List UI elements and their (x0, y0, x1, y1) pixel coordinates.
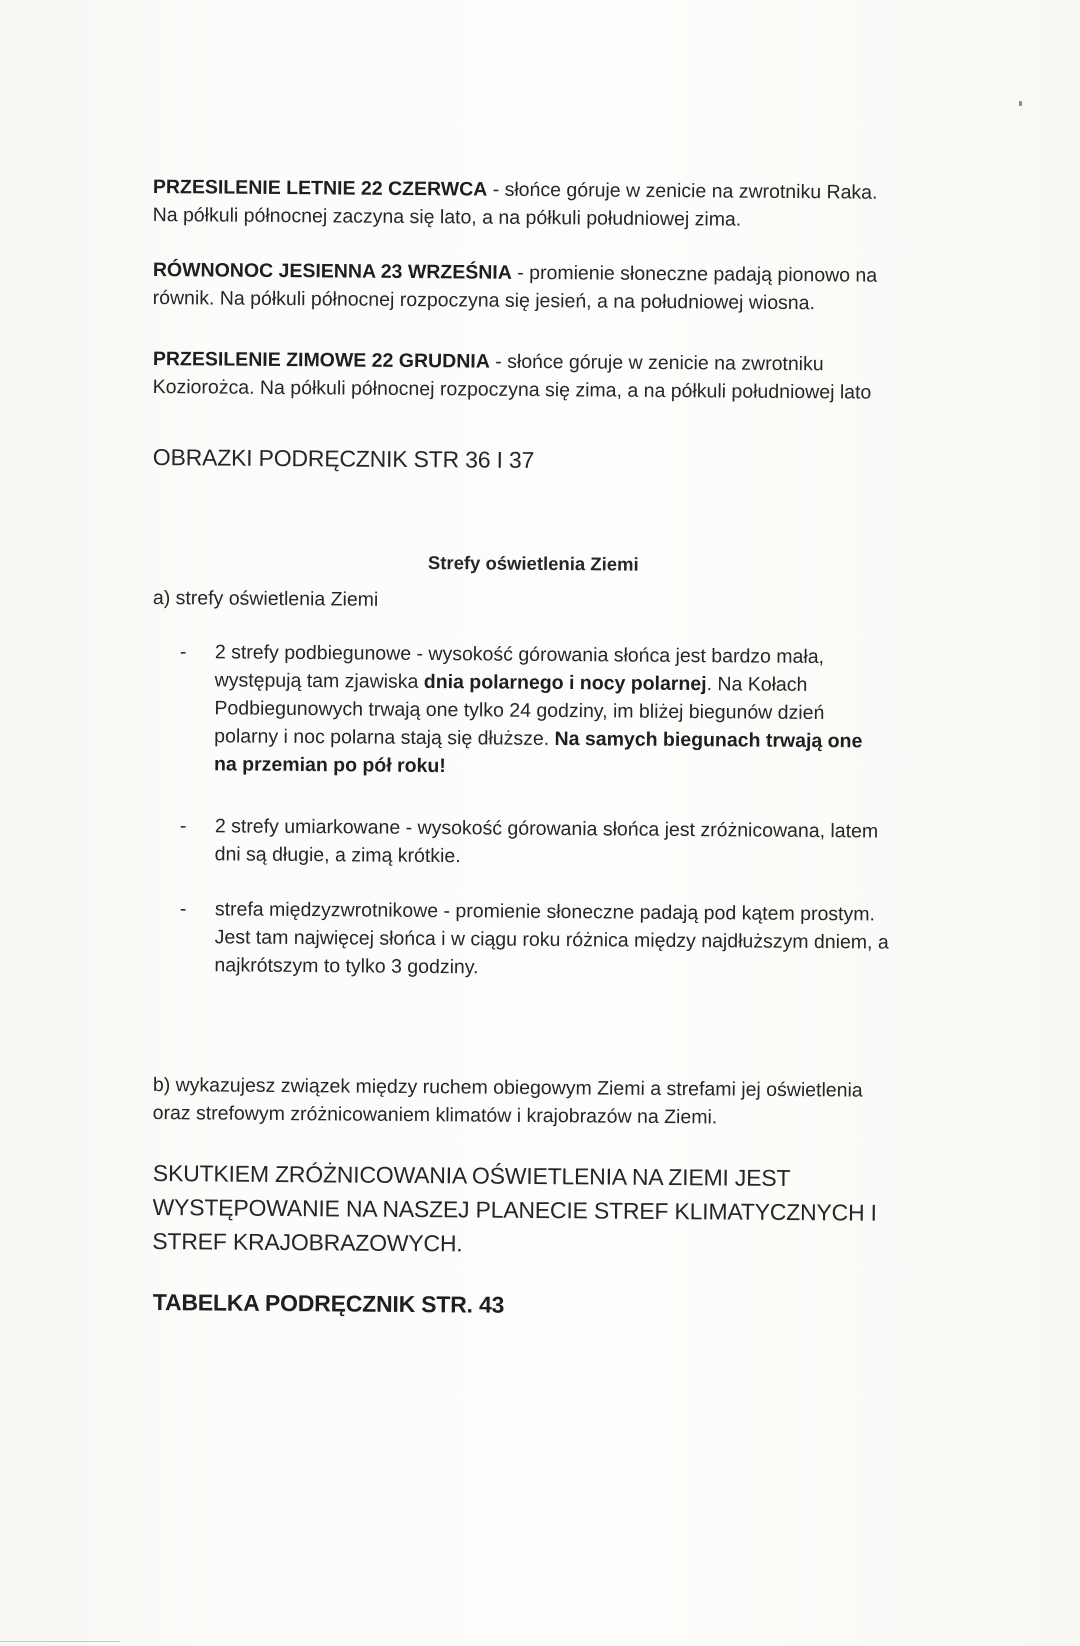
winter-solstice-heading: PRZESILENIE ZIMOWE 22 GRUDNIA (152, 347, 490, 373)
bullet-polar-zones (179, 638, 940, 784)
summer-solstice-paragraph (153, 173, 953, 235)
bullet-1-text: . Na Kołach (706, 673, 808, 696)
conclusion-line2: WYSTĘPOWANIE NA NASZEJ PLANECIE STREF KLIMATYCZNYCH I (152, 1193, 877, 1226)
autumn-equinox-heading: RÓWNONOC JESIENNA 23 WRZEŚNIA (152, 258, 512, 284)
conclusion-paragraph (152, 1156, 953, 1264)
bullet-1-line: Podbiegunowych trwają one tylko 24 godziny, im bliżej biegunów dzień (214, 697, 825, 725)
subsection-b-line1: b) wykazujesz związek między ruchem obiegowym Ziemi a strefami jej oświetlenia (152, 1073, 863, 1102)
textbook-pictures-text: OBRAZKI PODRĘCZNIK STR 36 I 37 (152, 443, 535, 473)
autumn-equinox-line2: równik. Na półkuli północnej rozpoczyna się jesień, a na południowej wiosna. (152, 286, 816, 315)
bullet-2-line1: 2 strefy umiarkowane - wysokość górowania słońca jest zróżnicowana, latem (214, 815, 879, 843)
bullet-1-bold: Na samych biegunach trwają one (554, 727, 863, 753)
bullet-dash: - (179, 814, 187, 838)
autumn-equinox-desc: - promienie słoneczne padają pionowo na (511, 261, 878, 287)
scan-edge-line (0, 1641, 120, 1642)
bullet-1-bold: dnia polarnego i nocy polarnej (423, 670, 707, 696)
winter-solstice-paragraph (153, 345, 953, 407)
bullet-1-bold: na przemian po pół roku! (213, 753, 446, 778)
conclusion-line1: SKUTKIEM ZRÓŻNICOWANIA OŚWIETLENIA NA ZIEMI JEST (152, 1159, 791, 1192)
conclusion-line3: STREF KRAJOBRAZOWYCH. (152, 1227, 463, 1257)
bullet-dash: - (179, 897, 187, 921)
winter-solstice-line2: Koziorożca. Na półkuli północnej rozpoczyna się zima, a na półkuli południowej lato (152, 375, 872, 404)
bullet-3-line2: Jest tam najwięcej słońca i w ciągu roku różnica między najdłuższym dniem, a (214, 926, 889, 954)
winter-solstice-desc: - słońce góruje w zenicie na zwrotniku (489, 350, 824, 376)
textbook-pictures-note (153, 441, 953, 479)
bullet-temperate-zones (180, 812, 940, 874)
table-note-text: TABELKA PODRĘCZNIK STR. 43 (152, 1288, 505, 1318)
section-title: Strefy oświetlenia Ziemi (427, 552, 639, 575)
summer-solstice-desc: - słońce góruje w zenicie na zwrotniku Raka. (487, 178, 878, 204)
autumn-equinox-paragraph (153, 256, 953, 318)
subsection-b-line2: oraz strefowym zróżnicowaniem klimatów i krajobrazów na Ziemi. (152, 1101, 718, 1129)
bullet-3-line1: strefa międzyzwrotnikowe - promienie słoneczne padają pod kątem prostym. (214, 898, 876, 926)
scan-speck (1019, 101, 1022, 106)
subsection-a (153, 584, 953, 618)
bullet-intertropical-zone (179, 895, 940, 985)
table-note (153, 1286, 953, 1324)
bullet-2-line2: dni są długie, a zimą krótkie. (214, 843, 461, 868)
subsection-a-label: a) strefy oświetlenia Ziemi (152, 586, 379, 611)
bullet-1-text: występują tam zjawiska (214, 669, 424, 693)
bullet-1-text: polarny i noc polarna stają się dłuższe. (214, 725, 555, 750)
bullet-1-line: 2 strefy podbiegunowe - wysokość górowania słońca jest bardzo mała, (214, 641, 825, 669)
subsection-b (153, 1071, 953, 1133)
bullet-3-line3: najkrótszym to tylko 3 godziny. (214, 954, 479, 979)
summer-solstice-heading: PRZESILENIE LETNIE 22 CZERWCA (152, 175, 488, 201)
summer-solstice-line2: Na półkuli północnej zaczyna się lato, a na półkuli południowej zima. (152, 203, 742, 231)
bullet-dash: - (179, 640, 187, 664)
